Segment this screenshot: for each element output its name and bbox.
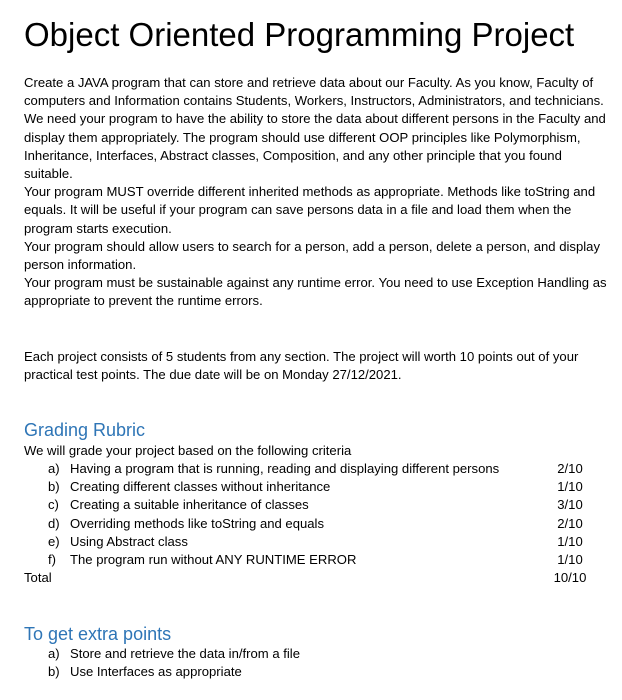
criterion-marker: d) [48,515,60,531]
criterion-points: 3/10 [557,497,583,513]
extra-point-marker: b) [48,664,60,680]
criterion-marker: b) [48,479,60,495]
criterion-text: Overriding methods like toString and equals [70,515,325,531]
intro-paragraph: We need your program to have the ability to store the data about different persons in the Faculty and display them appropriately. The program should use different OOP principles like Polymorphism, Inheritance, Interfaces, Abstract classes, Composition, and any other principle that you found suitable. [24,111,606,182]
intro-paragraph: Create a JAVA program that can store and retrieve data about our Faculty. As you know, Faculty of computers and Information contains Students, Workers, Instructors, Administrators, and technicians. [24,75,604,109]
criterion-points: 1/10 [557,551,583,567]
criterion-marker: c) [48,497,59,513]
criterion-points: 2/10 [557,461,583,476]
grading-criteria-list [24,460,592,569]
grading-rubric-intro: We will grade your project based on the following criteria [24,443,352,458]
criterion-text: Creating a suitable inheritance of classes [70,497,309,513]
criterion-points: 1/10 [557,533,583,549]
intro-paragraph: Your program MUST override different inherited methods as appropriate. Methods like toString and equals. It will be useful if your program can save persons data in a file and load them when the program starts execution. [24,184,596,236]
criterion-text: Creating different classes without inheritance [70,479,331,495]
extra-points-list [24,645,592,681]
extra-point-text: Use Interfaces as appropriate [70,664,242,680]
criterion-item [24,515,592,533]
total-points: 10/10 [553,570,587,585]
criterion-points: 2/10 [557,515,583,531]
criterion-marker: f) [48,551,56,567]
total-row [24,569,592,587]
criterion-item [24,496,592,514]
criterion-marker: a) [48,461,60,476]
intro-section [24,74,612,311]
criterion-points: 1/10 [557,479,583,495]
intro-paragraph: Your program must be sustainable against any runtime error. You need to use Exception Handling as appropriate to prevent the runtime errors. [24,275,607,309]
total-label: Total [24,570,52,585]
criterion-text: Having a program that is running, reading and displaying different persons [70,461,500,476]
extra-point-marker: a) [48,646,60,661]
extra-point-item [24,663,592,681]
intro-paragraph: Your program should allow users to search for a person, add a person, delete a person, and display person information. [24,238,600,273]
extra-point-text: Store and retrieve the data in/from a file [70,646,300,661]
extra-points-heading: To get extra points [24,624,172,644]
criterion-item [24,460,592,478]
grading-rubric-heading: Grading Rubric [24,420,146,440]
criterion-text: Using Abstract class [70,533,188,549]
criterion-text: The program run without ANY RUNTIME ERROR [70,551,357,567]
criterion-item [24,533,592,551]
extra-point-item [24,645,592,663]
project-info-paragraph: Each project consists of 5 students from any section. The project will worth 10 points out of your practical test points. The due date will be on Monday 27/12/2021. [24,349,579,383]
criterion-item [24,551,592,569]
document-title: Object Oriented Programming Project [24,16,575,53]
criterion-marker: e) [48,533,60,549]
criterion-item [24,478,592,496]
